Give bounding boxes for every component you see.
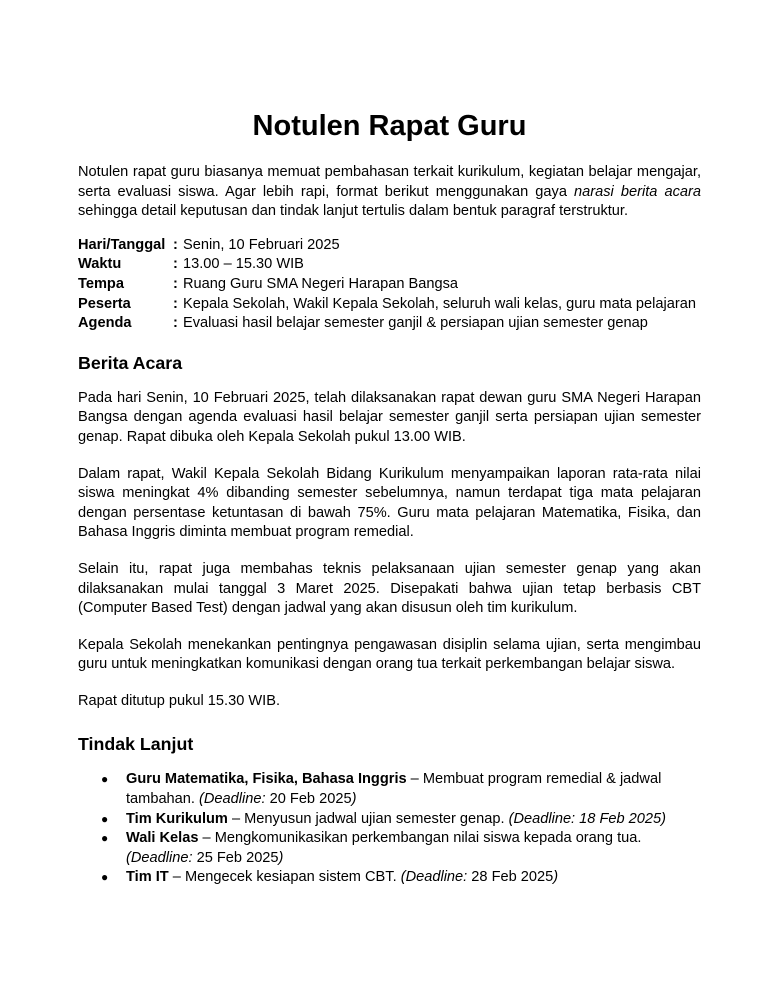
intro-text-end: sehingga detail keputusan dan tindak lanjut tertulis dalam bentuk paragraf terstruktur. [78, 203, 629, 220]
action-deadline-close: ) [351, 791, 357, 808]
action-task: – Mengecek kesiapan sistem CBT. [168, 869, 401, 886]
meta-colon: : [173, 236, 178, 253]
action-owner: Guru Matematika, Fisika, Bahasa Inggris [126, 771, 407, 788]
bullet-icon: ● [101, 811, 109, 826]
document-title: Notulen Rapat Guru [252, 110, 527, 142]
action-deadline-date: 28 Feb 2025 [467, 869, 554, 886]
meta-key: Peserta [78, 295, 131, 312]
meta-key: Hari/Tanggal [78, 236, 166, 253]
meta-colon: : [173, 256, 178, 273]
action-deadline-label: (Deadline: [199, 791, 266, 808]
meeting-details [78, 236, 696, 334]
meta-row-date [78, 236, 696, 256]
intro-text: Notulen rapat guru biasanya memuat pembahasan terkait kurikulum, kegiatan belajar mengajar, serta evaluasi siswa. Agar lebih rapi, format berikut menggunakan gaya [78, 164, 701, 200]
document-page [78, 106, 701, 888]
intro-emphasis: narasi berita acara [574, 183, 701, 200]
action-owner: Tim IT [126, 869, 169, 886]
berita-paragraph: Dalam rapat, Wakil Kepala Sekolah Bidang Kurikulum menyampaikan laporan rata-rata nilai siswa meningkat 4% dibanding semester sebelumnya, namun terdapat tiga mata pelajaran dengan persentase ketuntasan di bawah 75%. Guru mata pelajaran Matematika, Fisika, dan Bahasa Inggris diminta membuat program remedial. [78, 465, 701, 541]
section-heading-berita-acara: Berita Acara [78, 352, 183, 373]
bullet-icon: ● [101, 772, 109, 787]
action-item [101, 770, 701, 809]
action-deadline-label: (Deadline: 18 Feb 2025) [508, 810, 666, 827]
meta-value: 13.00 – 15.30 WIB [183, 256, 304, 273]
action-task: – Menyusun jadwal ujian semester genap. [227, 810, 509, 827]
meta-row-time [78, 255, 696, 275]
meta-colon: : [173, 275, 178, 292]
action-list [78, 770, 701, 888]
meta-row-place [78, 275, 696, 295]
meta-colon: : [173, 295, 178, 312]
action-owner: Tim Kurikulum [126, 810, 228, 827]
meta-value: Ruang Guru SMA Negeri Harapan Bangsa [183, 275, 459, 292]
berita-paragraph: Pada hari Senin, 10 Februari 2025, telah dilaksanakan rapat dewan guru SMA Negeri Harapan Bangsa dengan agenda evaluasi hasil belajar semester ganjil serta persiapan ujian semester genap. Rapat dibuka oleh Kepala Sekolah pukul 13.00 WIB. [78, 389, 701, 445]
action-task: – Membuat program remedial & jadwal tambahan. [126, 771, 662, 808]
berita-paragraph: Selain itu, rapat juga membahas teknis pelaksanaan ujian semester genap yang akan dilaksanakan mulai tanggal 3 Maret 2025. Disepakati bahwa ujian tetap berbasis CBT (Computer Based Test) dengan jadwal yang akan disusun oleh tim kurikulum. [78, 560, 701, 617]
action-deadline-label: (Deadline: [126, 849, 193, 866]
meta-key: Tempa [78, 275, 124, 292]
meta-key: Agenda [78, 315, 132, 332]
meta-row-agenda [78, 314, 696, 334]
action-deadline-date: 25 Feb 2025 [192, 849, 279, 866]
berita-paragraph: Kepala Sekolah menekankan pentingnya pengawasan disiplin selama ujian, serta mengimbau guru untuk meningkatkan komunikasi dengan orang tua terkait perkembangan belajar siswa. [78, 636, 701, 673]
action-deadline-date: 20 Feb 2025 [265, 791, 352, 808]
meta-value: Senin, 10 Februari 2025 [183, 236, 340, 253]
bullet-icon: ● [101, 870, 109, 885]
section-heading-tindak-lanjut: Tindak Lanjut [78, 734, 194, 755]
meta-colon: : [173, 315, 178, 332]
action-owner: Wali Kelas [126, 830, 199, 847]
meta-key: Waktu [78, 256, 122, 273]
meta-value: Evaluasi hasil belajar semester ganjil & persiapan ujian semester genap [183, 315, 648, 332]
berita-paragraph: Rapat ditutup pukul 15.30 WIB. [78, 692, 281, 709]
action-item [101, 810, 701, 830]
action-deadline-close: ) [553, 869, 559, 886]
action-task: – Mengkomunikasikan perkembangan nilai siswa kepada orang tua. [198, 830, 642, 847]
bullet-icon: ● [101, 831, 109, 846]
meta-row-participants [78, 295, 696, 315]
action-deadline-label: (Deadline: [400, 869, 468, 886]
meta-value: Kepala Sekolah, Wakil Kepala Sekolah, seluruh wali kelas, guru mata pelajaran [183, 295, 696, 312]
action-deadline-close: ) [278, 849, 284, 866]
action-item [101, 868, 701, 888]
action-item [101, 829, 701, 868]
intro-paragraph [78, 163, 701, 222]
